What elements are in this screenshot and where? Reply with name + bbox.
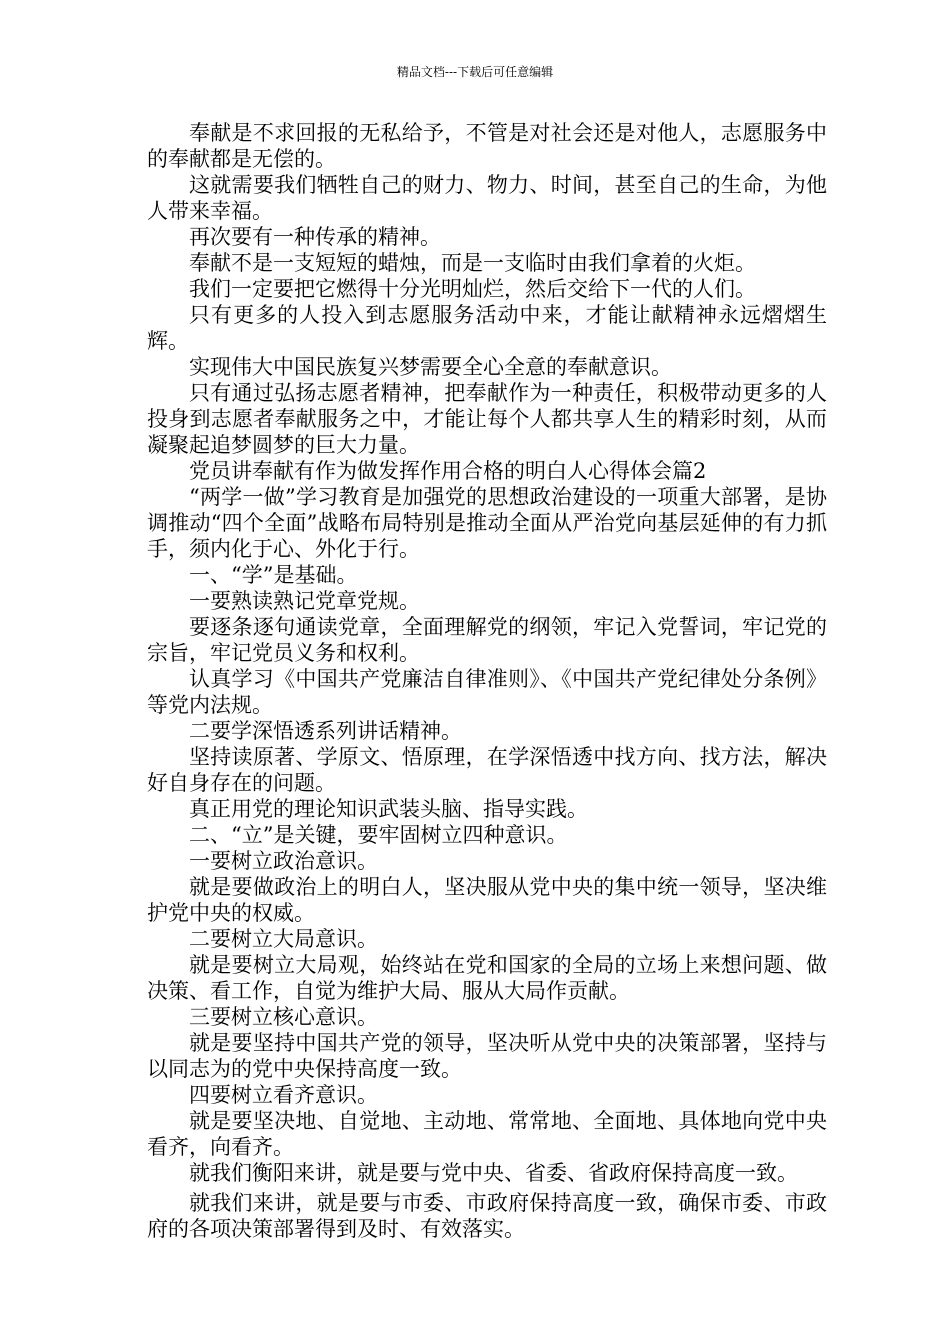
paragraph: “两学一做”学习教育是加强党的思想政治建设的一项重大部署，是协调推动“四个全面”战略布局特别是推动全面从严治党向基层延伸的有力抓手，须内化于心、外化于行。 bbox=[147, 485, 827, 561]
paragraph: 二要树立大局意识。 bbox=[189, 927, 378, 951]
paragraph: 这就需要我们牺牲自己的财力、物力、时间，甚至自己的生命，为他人带来幸福。 bbox=[147, 173, 827, 223]
paragraph: 真正用党的理论知识武装头脑、指导实践。 bbox=[189, 797, 588, 821]
paragraph: 奉献是不求回报的无私给予，不管是对社会还是对他人，志愿服务中的奉献都是无偿的。 bbox=[147, 121, 827, 171]
paragraph: 一要树立政治意识。 bbox=[189, 849, 378, 873]
paragraph: 一要熟读熟记党章党规。 bbox=[189, 589, 420, 613]
paragraph: 坚持读原著、学原文、悟原理，在学深悟透中找方向、找方法，解决好自身存在的问题。 bbox=[147, 745, 827, 795]
paragraph: 要逐条逐句通读党章，全面理解党的纲领，牢记入党誓词，牢记党的宗旨，牢记党员义务和权利。 bbox=[147, 615, 827, 665]
paragraph: 一、“学”是基础。 bbox=[189, 563, 358, 587]
paragraph: 再次要有一种传承的精神。 bbox=[189, 225, 441, 249]
paragraph: 就是要坚决地、自觉地、主动地、常常地、全面地、具体地向党中央看齐，向看齐。 bbox=[147, 1109, 827, 1159]
paragraph: 就我们来讲，就是要与市委、市政府保持高度一致，确保市委、市政府的各项决策部署得到及时、有效落实。 bbox=[147, 1191, 827, 1241]
paragraph: 认真学习《中国共产党廉洁自律准则》、《中国共产党纪律处分条例》等党内法规。 bbox=[147, 667, 827, 717]
paragraph: 只有更多的人投入到志愿服务活动中来，才能让献精神永远熠熠生辉。 bbox=[147, 303, 827, 353]
paragraph: 只有通过弘扬志愿者精神，把奉献作为一种责任，积极带动更多的人投身到志愿者奉献服务之中，才能让每个人都共享人生的精彩时刻，从而凝聚起追梦圆梦的巨大力量。 bbox=[147, 381, 827, 457]
paragraph: 奉献不是一支短短的蜡烛，而是一支临时由我们拿着的火炬。 bbox=[189, 251, 756, 275]
document-body bbox=[147, 120, 827, 1242]
paragraph: 就是要做政治上的明白人，坚决服从党中央的集中统一领导，坚决维护党中央的权威。 bbox=[147, 875, 827, 925]
paragraph: 二、“立”是关键，要牢固树立四种意识。 bbox=[189, 823, 568, 847]
paragraph: 就是要坚持中国共产党的领导，坚决听从党中央的决策部署，坚持与以同志为的党中央保持高度一致。 bbox=[147, 1031, 827, 1081]
paragraph: 就是要树立大局观，始终站在党和国家的全局的立场上来想问题、做决策、看工作，自觉为维护大局、服从大局作贡献。 bbox=[147, 953, 827, 1003]
section-title: 党员讲奉献有作为做发挥作用合格的明白人心得体会篇2 bbox=[189, 459, 707, 483]
paragraph: 二要学深悟透系列讲话精神。 bbox=[189, 719, 462, 743]
paragraph: 四要树立看齐意识。 bbox=[189, 1083, 378, 1107]
page-header: 精品文档---下载后可任意编辑 bbox=[396, 65, 554, 79]
paragraph: 实现伟大中国民族复兴梦需要全心全意的奉献意识。 bbox=[189, 355, 672, 379]
paragraph: 我们一定要把它燃得十分光明灿烂，然后交给下一代的人们。 bbox=[189, 277, 756, 301]
paragraph: 三要树立核心意识。 bbox=[189, 1005, 378, 1029]
paragraph: 就我们衡阳来讲，就是要与党中央、省委、省政府保持高度一致。 bbox=[189, 1161, 798, 1185]
